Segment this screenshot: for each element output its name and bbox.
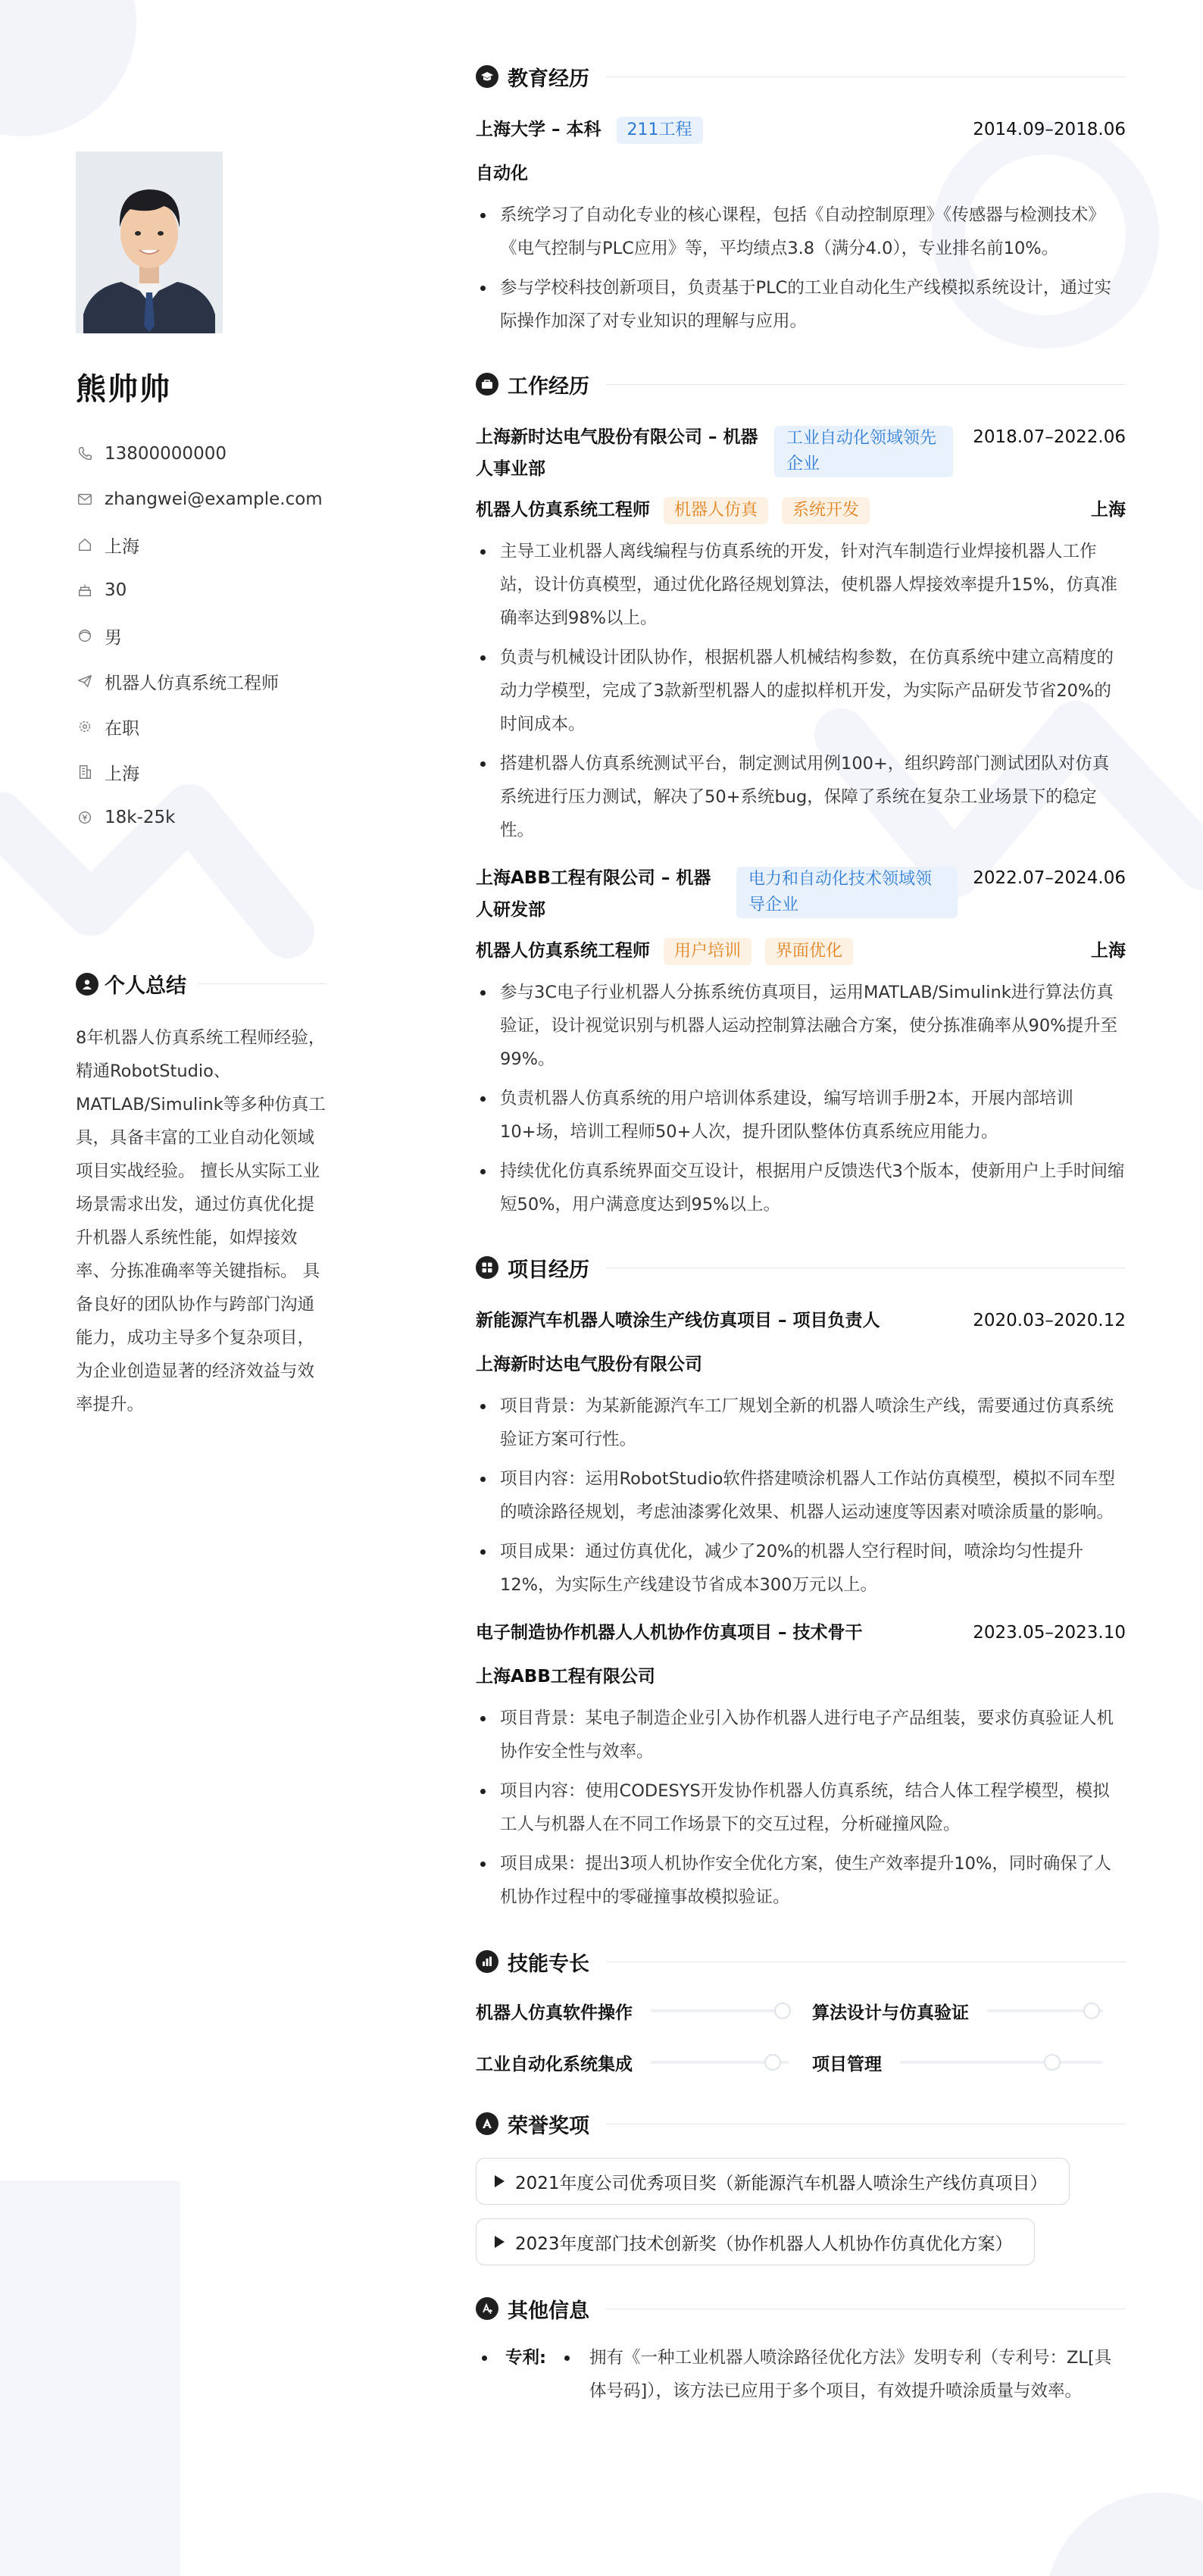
job-role-line: [476, 494, 870, 526]
skill-name: 项目管理: [812, 2054, 882, 2074]
work-section-header: [476, 367, 1126, 402]
job-tag: 机器人仿真: [664, 497, 768, 524]
info-position: [76, 658, 326, 704]
job-role: 机器人仿真系统工程师: [476, 500, 650, 520]
job-company: 上海ABB工程有限公司 – 机器人研发部: [476, 868, 711, 920]
skill-item: [812, 1993, 1126, 2029]
job-bullets: [476, 535, 1126, 847]
other-title: 其他信息: [508, 2299, 589, 2323]
job-industry-tag: 工业自动化领域领先企业: [774, 426, 953, 477]
education-title: 教育经历: [508, 67, 589, 91]
honor-text: 2021年度公司优秀项目奖（新能源汽车机器人喷涂生产线仿真项目）: [515, 2173, 1048, 2193]
info-city: [76, 522, 326, 567]
school-name: 上海大学 – 本科: [476, 120, 602, 139]
info-gender: [76, 613, 326, 658]
salary-icon: [76, 808, 94, 827]
job-role-line: [476, 935, 853, 967]
skill-item: [812, 2044, 1126, 2080]
job-header: [476, 862, 1126, 926]
job-role-row: [476, 494, 1126, 526]
status-icon: [76, 717, 94, 736]
play-arrow-icon: [495, 2236, 505, 2248]
other-value: 拥有《一种工业机器人喷涂路径优化方法》发明专利（专利号：ZL[具体号码]），该方法已应用于多个项目，有效提升喷涂质量与效率。: [589, 2348, 1112, 2401]
job-header: [476, 421, 1126, 485]
building-icon: [76, 763, 94, 781]
other-section-header: [476, 2291, 1126, 2326]
info-phone: [76, 431, 326, 477]
play-arrow-icon: [495, 2175, 505, 2187]
cake-icon: [76, 581, 94, 599]
project-entry: [476, 1617, 1126, 1914]
job-date: 2022.07–2024.06: [973, 868, 1126, 888]
honor-item[interactable]: [476, 2218, 1035, 2265]
gender-icon: [76, 627, 94, 645]
list-item: 项目背景：某电子制造企业引入协作机器人进行电子产品组装，要求仿真验证人机协作安全性与效率。: [476, 1702, 1126, 1768]
job-city: 上海: [1091, 941, 1126, 961]
graduation-cap-icon: [476, 65, 498, 88]
skill-name: 算法设计与仿真验证: [812, 2002, 969, 2023]
info-salary: [76, 795, 326, 840]
user-icon: [76, 973, 98, 996]
list-item: 主导工业机器人离线编程与仿真系统的开发，针对汽车制造行业焊接机器人工作站，设计仿真模型，通过优化路径规划算法，使机器人焊接效率提升15%，仿真准确率达到98%以上。: [476, 535, 1126, 635]
job-entry: [476, 862, 1126, 1221]
grid-icon: [476, 1256, 498, 1279]
skill-bar: [651, 2009, 789, 2012]
honor-item[interactable]: [476, 2158, 1070, 2205]
info-text: 男: [105, 627, 122, 648]
work-title: 工作经历: [508, 374, 589, 399]
school-tag: 211工程: [617, 117, 703, 144]
list-item: 负责机器人仿真系统的用户培训体系建设，编写培训手册2本，开展内部培训10+场，培训工程师50+人次，提升团队整体仿真系统应用能力。: [476, 1082, 1126, 1149]
skills-grid: [476, 1993, 1126, 2080]
briefcase-icon: [476, 373, 498, 395]
list-item: 参与3C电子行业机器人分拣系统仿真项目，运用MATLAB/Simulink进行算法仿真验证，设计视觉识别与机器人运动控制算法融合方案，使分拣准确率从90%提升至99%。: [476, 976, 1126, 1076]
avatar-portrait: [76, 152, 223, 333]
honors-section: [476, 2106, 1126, 2265]
other-item: [476, 2341, 1126, 2408]
job-city: 上海: [1091, 500, 1126, 520]
job-title-group: [476, 862, 958, 926]
list-item: 参与学校科技创新项目，负责基于PLC的工业自动化生产线模拟系统设计，通过实际操作加深了对专业知识的理解与应用。: [476, 271, 1126, 338]
resume-main: [476, 59, 1126, 2408]
list-item: 负责与机械设计团队协作，根据机器人机械结构参数，在仿真系统中建立高精度的动力学模型，完成了3款新型机器人的虚拟样机开发，为实际产品研发节省20%的时间成本。: [476, 641, 1126, 741]
project-entry: [476, 1305, 1126, 1602]
project-org: 上海新时达电气股份有限公司: [476, 1355, 702, 1374]
job-date: 2018.07–2022.06: [973, 427, 1126, 447]
skill-fill: [900, 2061, 1052, 2064]
project-date: 2023.05–2023.10: [973, 1623, 1126, 1643]
skills-section-header: [476, 1944, 1126, 1979]
education-bullets: [476, 199, 1126, 338]
education-section: [476, 59, 1126, 338]
skill-name: 机器人仿真软件操作: [476, 2002, 633, 2023]
skill-item: [476, 1993, 812, 2029]
honors-title: 荣誉奖项: [508, 2114, 589, 2138]
list-item: 搭建机器人仿真系统测试平台，制定测试用例100+，组织跨部门测试团队对仿真系统进行压力测试，解决了50+系统bug，保障了系统在复杂工业场景下的稳定性。: [476, 747, 1126, 847]
background-rect-decoration: [0, 2181, 180, 2576]
skill-knob: [764, 2054, 781, 2071]
skill-name: 工业自动化系统集成: [476, 2054, 633, 2074]
job-tag: 界面优化: [765, 938, 853, 965]
project-bullets: [476, 1702, 1126, 1914]
send-icon: [76, 672, 94, 690]
honors-list: [476, 2144, 1126, 2265]
skill-knob: [1083, 2002, 1100, 2019]
bullet-dot: [564, 2356, 570, 2361]
bar-chart-icon: [476, 1950, 498, 1973]
list-item: 项目内容：运用RobotStudio软件搭建喷涂机器人工作站仿真模型，模拟不同车型的喷涂路径规划，考虑油漆雾化效果、机器人运动速度等因素对喷涂质量的影响。: [476, 1462, 1126, 1529]
job-entry: [476, 421, 1126, 847]
skill-fill: [651, 2009, 783, 2012]
award-icon: [476, 2112, 498, 2135]
list-item: 项目内容：使用CODESYS开发协作机器人仿真系统，结合人体工程学模型，模拟工人与机器人在不同工作场景下的交互过程，分析碰撞风险。: [476, 1774, 1126, 1841]
list-item: 持续优化仿真系统界面交互设计，根据用户反馈迭代3个版本，使新用户上手时间缩短50%，用户满意度达到95%以上。: [476, 1155, 1126, 1221]
project-name: 电子制造协作机器人人机协作仿真项目 – 技术骨干: [476, 1623, 863, 1643]
summary-title: 个人总结: [105, 974, 186, 998]
skills-section: [476, 1944, 1126, 2080]
job-tag: 用户培训: [664, 938, 751, 965]
other-section: [476, 2291, 1126, 2408]
projects-section: [476, 1250, 1126, 1914]
phone-icon: [76, 445, 94, 463]
info-text: 13800000000: [105, 444, 227, 464]
project-bullets: [476, 1390, 1126, 1602]
list-item: 系统学习了自动化专业的核心课程，包括《自动控制原理》《传感器与检测技术》《电气控制与PLC应用》等，平均绩点3.8（满分4.0），专业排名前10%。: [476, 199, 1126, 265]
info-text: 上海: [105, 764, 139, 784]
education-major: 自动化: [476, 164, 528, 183]
projects-section-header: [476, 1250, 1126, 1285]
job-role-row: [476, 935, 1126, 967]
divider: [606, 384, 1126, 385]
job-title-group: [476, 421, 953, 485]
project-name: 新能源汽车机器人喷涂生产线仿真项目 – 项目负责人: [476, 1311, 880, 1330]
translate-icon: [476, 2297, 498, 2320]
other-key: 专利:: [505, 2348, 546, 2368]
job-bullets: [476, 976, 1126, 1221]
education-entry-header: [476, 114, 1126, 145]
mail-icon: [76, 490, 94, 508]
info-age: [76, 567, 326, 613]
skill-knob: [774, 2002, 791, 2019]
avatar: [76, 152, 223, 333]
honor-text: 2023年度部门技术创新奖（协作机器人人机协作仿真优化方案）: [515, 2234, 1013, 2254]
project-header: [476, 1305, 1126, 1336]
background-circle-decoration-bottom: [1045, 2493, 1203, 2576]
profile-sidebar: [76, 152, 326, 1421]
skill-bar: [900, 2061, 1103, 2064]
list-item: 项目背景：为某新能源汽车工厂规划全新的机器人喷涂生产线，需要通过仿真系统验证方案可行性。: [476, 1390, 1126, 1456]
skills-title: 技能专长: [508, 1952, 589, 1976]
info-email: [76, 477, 326, 522]
job-tag: 系统开发: [782, 497, 870, 524]
project-date: 2020.03–2020.12: [973, 1311, 1126, 1330]
info-text: 18k-25k: [105, 808, 176, 827]
list-item: 项目成果：通过仿真优化，减少了20%的机器人空行程时间，喷涂均匀性提升12%，为实际生产线建设节省成本300万元以上。: [476, 1535, 1126, 1602]
contact-info-list: [76, 431, 326, 840]
info-text: 30: [105, 580, 127, 600]
info-status: [76, 704, 326, 749]
info-text: zhangwei@example.com: [105, 489, 323, 509]
job-company: 上海新时达电气股份有限公司 – 机器人事业部: [476, 427, 758, 479]
info-text: 上海: [105, 536, 139, 557]
home-icon: [76, 536, 94, 554]
project-header: [476, 1617, 1126, 1649]
education-section-header: [476, 59, 1126, 94]
summary-text: 8年机器人仿真系统工程师经验，精通RobotStudio、MATLAB/Simulink等多种仿真工具，具备丰富的工业自动化领域项目实战经验。 擅长从实际工业场景需求出发，通过仿真优化提升机器人系统性能，如焊接效率、分拣准确率等关键指标。 具备良好的团队协作与跨部门沟通能力，成功主导多个复杂项目，为企业创造显著的经济效益与效率提升。: [76, 1028, 326, 1415]
skill-bar: [987, 2009, 1103, 2012]
skill-bar: [651, 2061, 789, 2064]
info-text: 在职: [105, 718, 139, 739]
background-circle-decoration: [0, 0, 136, 136]
summary-section-header: [76, 969, 326, 999]
job-industry-tag: 电力和自动化技术领域领导企业: [736, 867, 958, 918]
skill-knob: [1044, 2054, 1061, 2071]
work-section: [476, 367, 1126, 1221]
project-org: 上海ABB工程有限公司: [476, 1667, 655, 1687]
info-text: 机器人仿真系统工程师: [105, 673, 279, 693]
info-work-city: [76, 749, 326, 795]
list-item: 项目成果：提出3项人机协作安全优化方案，使生产效率提升10%，同时确保了人机协作过程中的零碰撞事故模拟验证。: [476, 1847, 1126, 1914]
honors-section-header: [476, 2106, 1126, 2141]
education-date: 2014.09–2018.06: [973, 120, 1126, 139]
projects-title: 项目经历: [508, 1258, 589, 1282]
honor-row: [476, 2205, 1126, 2265]
education-school-line: [476, 114, 703, 145]
job-role: 机器人仿真系统工程师: [476, 941, 650, 961]
bullet-dot: [482, 2356, 487, 2361]
honor-row: [476, 2144, 1126, 2205]
skill-fill: [987, 2009, 1092, 2012]
profile-name: 熊帅帅: [76, 372, 171, 407]
divider: [198, 983, 326, 984]
skill-item: [476, 2044, 812, 2080]
skill-fill: [651, 2061, 773, 2064]
